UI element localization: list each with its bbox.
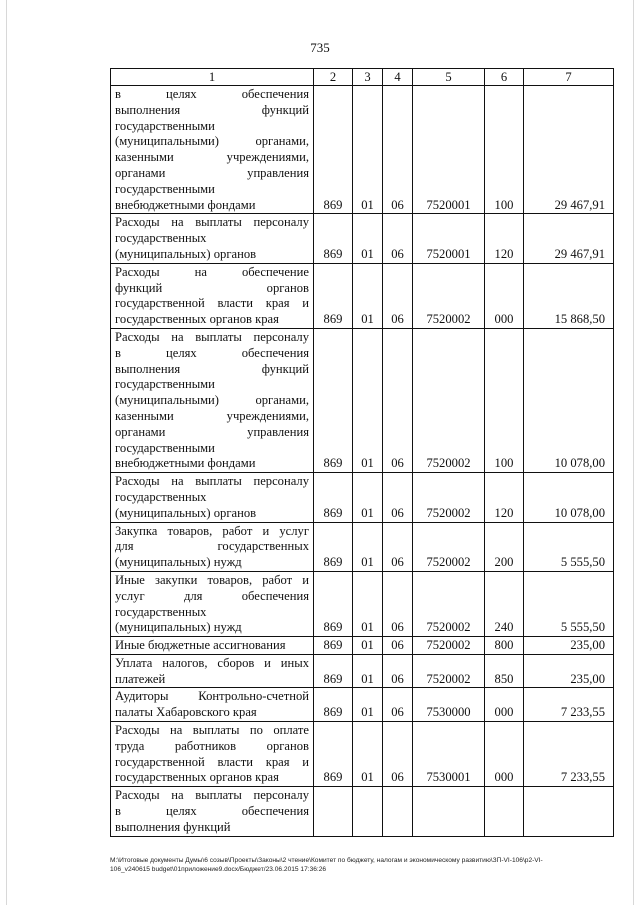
amount-cell: 10 078,00 (524, 328, 614, 472)
description-cell (111, 688, 314, 722)
type-cell: 100 (485, 328, 524, 472)
table-row (111, 722, 614, 787)
description-line: Иные закупки товаров, работ и (115, 572, 309, 587)
description-line: государственных (115, 231, 207, 246)
code-cell: 869 (314, 688, 353, 722)
code-cell: 869 (314, 263, 353, 328)
description-cell (111, 328, 314, 472)
amount-cell: 235,00 (524, 654, 614, 688)
description-cell (111, 214, 314, 263)
type-cell: 850 (485, 654, 524, 688)
header-col-6: 6 (485, 69, 524, 86)
code-cell: 869 (314, 473, 353, 522)
section-cell: 01 (353, 654, 383, 688)
code-cell: 869 (314, 86, 353, 214)
target-cell: 7520002 (413, 571, 485, 636)
description-line: государственных (115, 489, 207, 504)
header-col-4: 4 (383, 69, 413, 86)
section-cell: 01 (353, 637, 383, 655)
type-cell: 240 (485, 571, 524, 636)
description-line: государственных (115, 604, 207, 619)
description-line: функций органов (115, 280, 309, 295)
description-line: Аудиторы Контрольно-счетной (115, 689, 309, 704)
table-row (111, 328, 614, 472)
target-cell: 7520001 (413, 86, 485, 214)
target-cell: 7530001 (413, 722, 485, 787)
description-line: органами управления (115, 165, 309, 180)
amount-cell: 10 078,00 (524, 473, 614, 522)
subsection-cell: 06 (383, 722, 413, 787)
type-cell (485, 787, 524, 836)
description-line: государственными (115, 181, 215, 196)
description-line: казенными учреждениями, (115, 150, 309, 165)
description-cell (111, 571, 314, 636)
code-cell (314, 787, 353, 836)
description-line: Расходы на выплаты персоналу (115, 788, 309, 803)
section-cell: 01 (353, 688, 383, 722)
section-cell: 01 (353, 328, 383, 472)
subsection-cell: 06 (383, 522, 413, 571)
description-line: государственными (115, 440, 215, 455)
description-line: (муниципальных) нужд (115, 555, 242, 570)
description-line: Расходы на выплаты по оплате (115, 723, 309, 738)
description-cell (111, 473, 314, 522)
table-row (111, 571, 614, 636)
type-cell: 200 (485, 522, 524, 571)
description-line: органами управления (115, 424, 309, 439)
description-line: государственной власти края и (115, 754, 309, 769)
code-cell: 869 (314, 654, 353, 688)
description-line: в целях обеспечения (115, 804, 309, 819)
code-cell: 869 (314, 722, 353, 787)
budget-table (110, 68, 614, 837)
description-line: выполнения функций (115, 361, 309, 376)
description-cell (111, 787, 314, 836)
table-row (111, 263, 614, 328)
description-line: (муниципальными) органами, (115, 134, 309, 149)
target-cell: 7520002 (413, 263, 485, 328)
scan-edge-right (633, 0, 634, 905)
description-line: государственных органов края (115, 770, 279, 785)
header-col-5: 5 (413, 69, 485, 86)
section-cell: 01 (353, 473, 383, 522)
table-row (111, 787, 614, 836)
header-col-2: 2 (314, 69, 353, 86)
description-line: услуг для обеспечения (115, 588, 309, 603)
table-row (111, 214, 614, 263)
description-cell (111, 722, 314, 787)
description-line: (муниципальных) органов (115, 246, 257, 261)
description-line: казенными учреждениями, (115, 408, 309, 423)
page-number: 735 (310, 40, 330, 55)
subsection-cell: 06 (383, 637, 413, 655)
section-cell: 01 (353, 263, 383, 328)
description-line: труда работников органов (115, 738, 309, 753)
code-cell: 869 (314, 214, 353, 263)
description-line: государственными (115, 118, 215, 133)
subsection-cell: 06 (383, 328, 413, 472)
description-line: палаты Хабаровского края (115, 705, 257, 720)
amount-cell: 5 555,50 (524, 571, 614, 636)
subsection-cell (383, 787, 413, 836)
subsection-cell: 06 (383, 571, 413, 636)
file-path-footer (110, 856, 625, 874)
amount-cell: 15 868,50 (524, 263, 614, 328)
description-line: государственными (115, 377, 215, 392)
description-line: государственной власти края и (115, 296, 309, 311)
description-line: (муниципальных) нужд (115, 620, 242, 635)
target-cell: 7520002 (413, 473, 485, 522)
description-line: в целях обеспечения (115, 345, 309, 360)
section-cell: 01 (353, 214, 383, 263)
subsection-cell: 06 (383, 263, 413, 328)
description-line: (муниципальных) органов (115, 505, 257, 520)
amount-cell: 235,00 (524, 637, 614, 655)
table-row (111, 86, 614, 214)
type-cell: 120 (485, 214, 524, 263)
amount-cell: 29 467,91 (524, 86, 614, 214)
description-cell (111, 263, 314, 328)
description-cell (111, 654, 314, 688)
code-cell: 869 (314, 522, 353, 571)
target-cell: 7520002 (413, 637, 485, 655)
amount-cell: 7 233,55 (524, 688, 614, 722)
description-line: выполнения функций (115, 819, 231, 834)
file-path-line-2: 106_v240615 budget\01приложение9.docx/Бюджет/23.06.2015 17:36:26 (110, 866, 327, 873)
description-line: для государственных (115, 539, 309, 554)
amount-cell: 29 467,91 (524, 214, 614, 263)
file-path-line-1: M:\Итоговые документы Думы\6 созыв\Проекты\Законы\2 чтение\Комитет по бюджету, налогам и экономическому развитию\ЗП-VI-106\р2-VI- (110, 857, 543, 864)
header-col-3: 3 (353, 69, 383, 86)
table-row (111, 637, 614, 655)
section-cell: 01 (353, 571, 383, 636)
scan-edge-left (6, 0, 7, 905)
description-line: в целях обеспечения (115, 87, 309, 101)
description-cell (111, 86, 314, 214)
subsection-cell: 06 (383, 214, 413, 263)
amount-cell (524, 787, 614, 836)
section-cell: 01 (353, 522, 383, 571)
description-line: Расходы на обеспечение (115, 264, 309, 279)
section-cell: 01 (353, 86, 383, 214)
amount-cell: 7 233,55 (524, 722, 614, 787)
code-cell: 869 (314, 571, 353, 636)
target-cell: 7520001 (413, 214, 485, 263)
description-line: Расходы на выплаты персоналу (115, 329, 309, 344)
description-line: внебюджетными фондами (115, 456, 256, 471)
code-cell: 869 (314, 328, 353, 472)
type-cell: 100 (485, 86, 524, 214)
subsection-cell: 06 (383, 86, 413, 214)
target-cell (413, 787, 485, 836)
target-cell: 7520002 (413, 522, 485, 571)
description-line: внебюджетными фондами (115, 197, 256, 212)
type-cell: 000 (485, 722, 524, 787)
description-cell (111, 522, 314, 571)
target-cell: 7520002 (413, 654, 485, 688)
description-line: Расходы на выплаты персоналу (115, 474, 309, 489)
table-row (111, 473, 614, 522)
description-line: Иные бюджетные ассигнования (115, 638, 286, 653)
description-cell (111, 637, 314, 655)
type-cell: 000 (485, 263, 524, 328)
type-cell: 000 (485, 688, 524, 722)
description-line: Расходы на выплаты персоналу (115, 215, 309, 230)
header-col-7: 7 (524, 69, 614, 86)
subsection-cell: 06 (383, 654, 413, 688)
code-cell: 869 (314, 637, 353, 655)
description-line: государственных органов края (115, 312, 279, 327)
subsection-cell: 06 (383, 473, 413, 522)
table-body (111, 86, 614, 837)
table-row (111, 522, 614, 571)
type-cell: 800 (485, 637, 524, 655)
description-line: (муниципальными) органами, (115, 393, 309, 408)
amount-cell: 5 555,50 (524, 522, 614, 571)
budget-table-container (110, 68, 613, 837)
type-cell: 120 (485, 473, 524, 522)
header-col-1: 1 (111, 69, 314, 86)
description-line: платежей (115, 671, 166, 686)
section-cell (353, 787, 383, 836)
target-cell: 7530000 (413, 688, 485, 722)
table-row (111, 688, 614, 722)
target-cell: 7520002 (413, 328, 485, 472)
subsection-cell: 06 (383, 688, 413, 722)
description-line: выполнения функций (115, 102, 309, 117)
table-row (111, 654, 614, 688)
section-cell: 01 (353, 722, 383, 787)
header-row (111, 69, 614, 86)
description-line: Уплата налогов, сборов и иных (115, 655, 309, 670)
description-line: Закупка товаров, работ и услуг (115, 523, 309, 538)
